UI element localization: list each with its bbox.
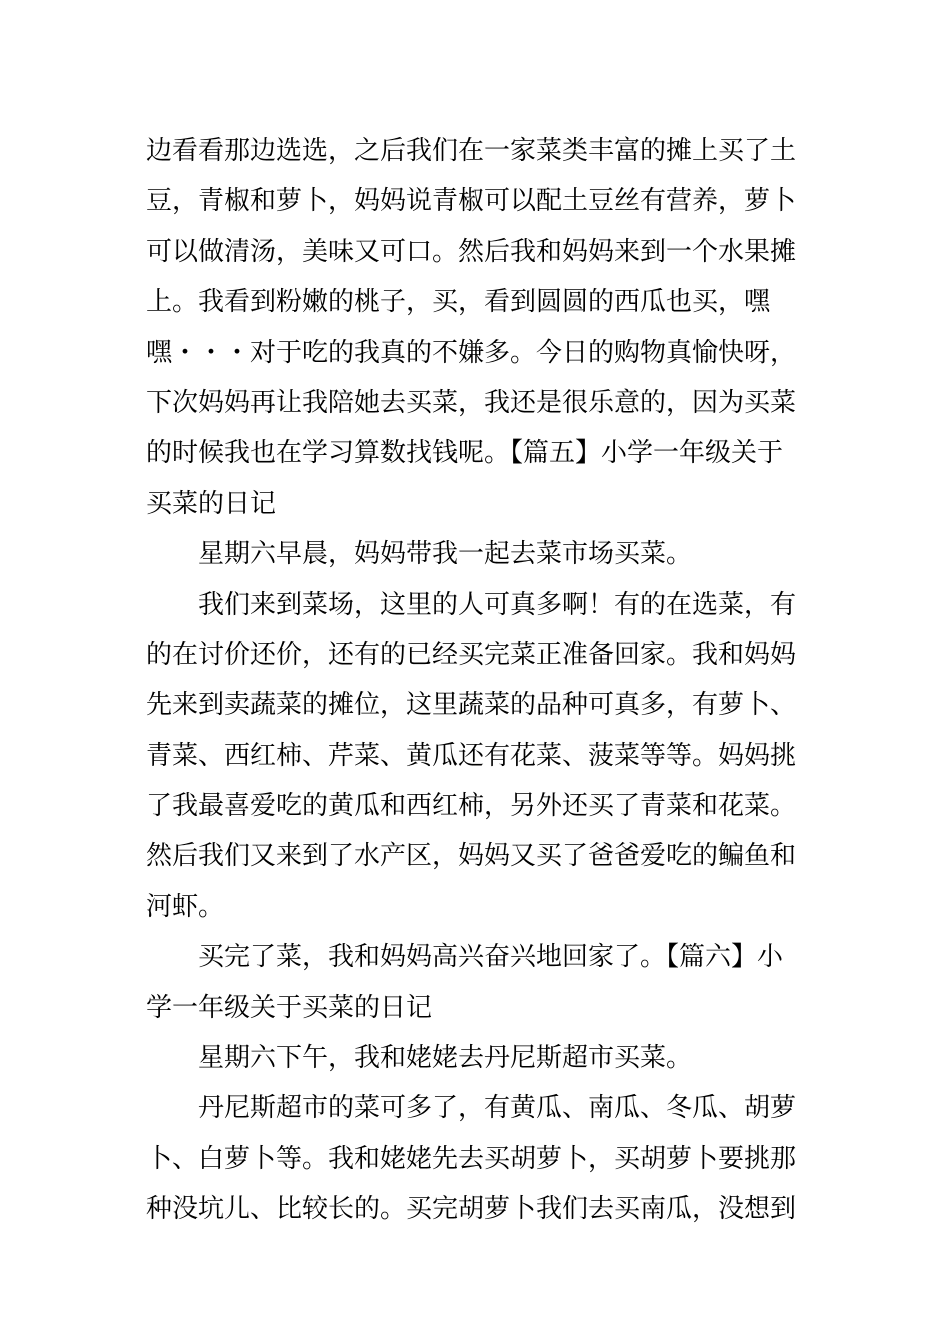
text-line: 边看看那边选选，之后我们在一家菜类丰富的摊上买了土 <box>146 136 797 166</box>
text-line: 学一年级关于买菜的日记 <box>146 992 433 1023</box>
text-line: 然后我们又来到了水产区，妈妈又买了爸爸爱吃的鳊鱼和 <box>146 841 797 872</box>
text-line: 星期六下午，我和姥姥去丹尼斯超市买菜。 <box>198 1043 693 1074</box>
text-line: 河虾。 <box>146 891 225 922</box>
text-line: 买完了菜，我和妈妈高兴奋兴地回家了。【篇六】小 <box>198 942 784 973</box>
text-line: 豆，青椒和萝卜，妈妈说青椒可以配土豆丝有营养，萝卜 <box>146 186 797 217</box>
text-line: 星期六早晨，妈妈带我一起去菜市场买菜。 <box>198 539 693 570</box>
text-line: 可以做清汤，美味又可口。然后我和妈妈来到一个水果摊 <box>146 236 797 267</box>
text-line: 种没坑儿、比较长的。买完胡萝卜我们去买南瓜，没想到 <box>146 1194 797 1225</box>
text-line: 我们来到菜场，这里的人可真多啊！有的在选菜，有 <box>198 589 797 620</box>
text-line: 下次妈妈再让我陪她去买菜，我还是很乐意的，因为买菜 <box>146 387 797 418</box>
text-line: 青菜、西红柿、芹菜、黄瓜还有花菜、菠菜等等。妈妈挑 <box>146 740 797 771</box>
text-line: 的时候我也在学习算数找钱呢。【篇五】小学一年级关于 <box>146 438 784 469</box>
body-text <box>146 126 810 1235</box>
text-line: 买菜的日记 <box>146 488 277 519</box>
text-line: 丹尼斯超市的菜可多了，有黄瓜、南瓜、冬瓜、胡萝 <box>198 1093 797 1124</box>
text-line: 上。我看到粉嫩的桃子，买，看到圆圆的西瓜也买，嘿 <box>146 287 771 318</box>
text-line: 的在讨价还价，还有的已经买完菜正准备回家。我和妈妈 <box>146 639 797 670</box>
text-line: 先来到卖蔬菜的摊位，这里蔬菜的品种可真多，有萝卜、 <box>146 690 797 721</box>
text-line: 了我最喜爱吃的黄瓜和西红柿，另外还买了青菜和花菜。 <box>146 791 797 822</box>
text-line: 卜、白萝卜等。我和姥姥先去买胡萝卜，买胡萝卜要挑那 <box>146 1143 797 1174</box>
text-line: 嘿・・・对于吃的我真的不嫌多。今日的购物真愉快呀， <box>146 337 797 368</box>
